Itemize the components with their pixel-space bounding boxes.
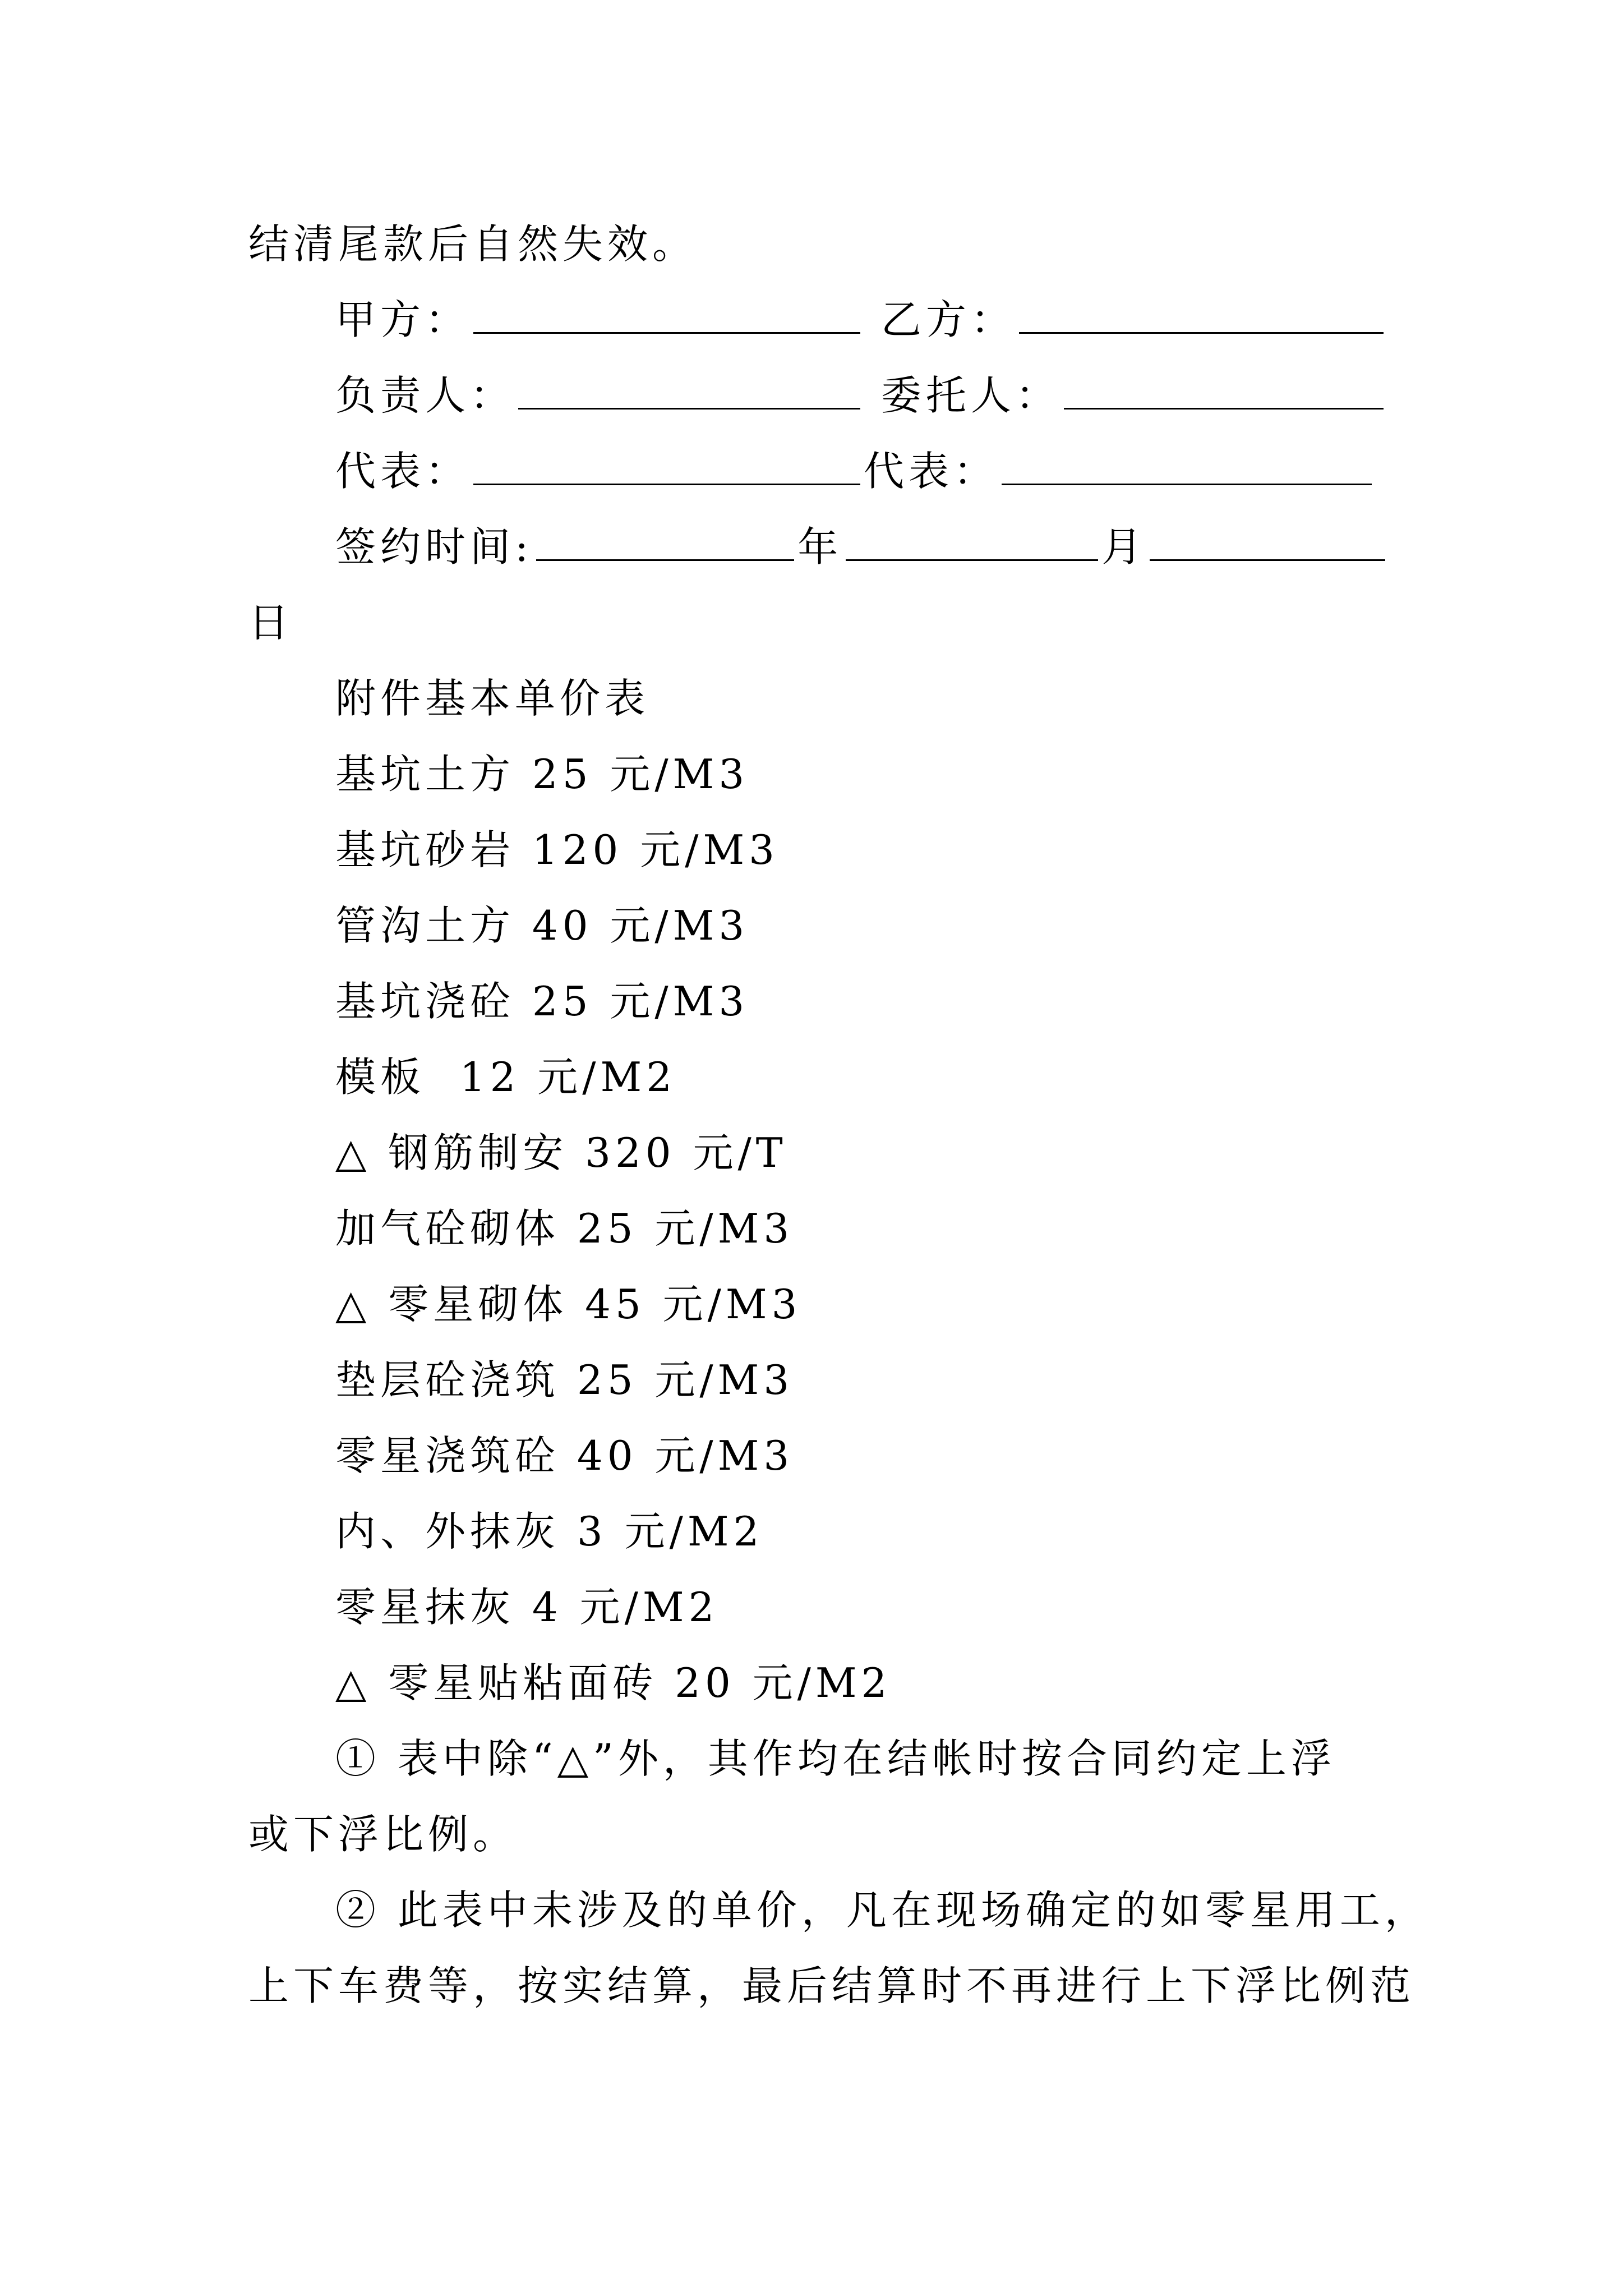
day-label: 日 xyxy=(248,599,294,646)
price-item: 内、外抹灰 3 元/M2 xyxy=(335,1508,764,1555)
signature-row-responsible xyxy=(335,367,1387,424)
signing-date-label: 签约时间: xyxy=(335,523,533,570)
rep-left-blank xyxy=(473,448,860,485)
price-table-title: 附件基本单价表 xyxy=(335,675,650,722)
price-item: 零星抹灰 4 元/M2 xyxy=(335,1584,719,1631)
price-item: 基坑砂岩 120 元/M3 xyxy=(335,826,779,873)
note-1-line-1: ① 表中除“△”外，其作均在结帐时按合同约定上浮 xyxy=(335,1735,1336,1782)
price-item: 管沟土方 40 元/M3 xyxy=(335,902,749,949)
contract-end-text: 结清尾款后自然失效。 xyxy=(248,220,698,268)
month-blank xyxy=(846,523,1098,561)
price-item: 模板 12 元/M2 xyxy=(335,1053,677,1101)
price-item: △ 零星贴粘面砖 20 元/M2 xyxy=(335,1659,892,1706)
price-item: 加气砼砌体 25 元/M3 xyxy=(335,1205,794,1252)
responsible-blank xyxy=(518,372,860,409)
note-2-line-1: ② 此表中未涉及的单价，凡在现场确定的如零星用工， xyxy=(335,1887,1430,1934)
rep-right-blank xyxy=(1002,448,1372,485)
price-item: 基坑浇砼 25 元/M3 xyxy=(335,978,749,1025)
rep-left-label: 代表： xyxy=(335,448,471,495)
note-2-line-2: 上下车费等，按实结算，最后结算时不再进行上下浮比例范 xyxy=(248,1962,1415,2009)
rep-right-label: 代表： xyxy=(864,448,999,495)
entrusted-blank xyxy=(1064,372,1384,409)
price-item: 垫层砼浇筑 25 元/M3 xyxy=(335,1356,794,1404)
signature-row-parties xyxy=(335,292,1387,348)
month-label: 月 xyxy=(1101,523,1147,570)
party-a-label: 甲方： xyxy=(335,296,471,343)
price-item: △ 钢筋制安 320 元/T xyxy=(335,1129,787,1176)
party-a-blank xyxy=(473,296,860,334)
year-blank xyxy=(536,523,794,561)
party-b-label: 乙方： xyxy=(880,296,1016,343)
party-b-blank xyxy=(1019,296,1384,334)
year-label: 年 xyxy=(797,523,843,570)
responsible-label: 负责人： xyxy=(335,372,515,419)
price-item: △ 零星砌体 45 元/M3 xyxy=(335,1281,802,1328)
signature-row-date xyxy=(335,519,1389,575)
signature-row-representatives xyxy=(335,443,1375,499)
note-1-line-2: 或下浮比例。 xyxy=(248,1811,518,1858)
price-item: 基坑土方 25 元/M3 xyxy=(335,751,749,798)
entrusted-label: 委托人： xyxy=(880,372,1061,419)
day-blank xyxy=(1150,523,1385,561)
price-item: 零星浇筑砼 40 元/M3 xyxy=(335,1432,794,1479)
